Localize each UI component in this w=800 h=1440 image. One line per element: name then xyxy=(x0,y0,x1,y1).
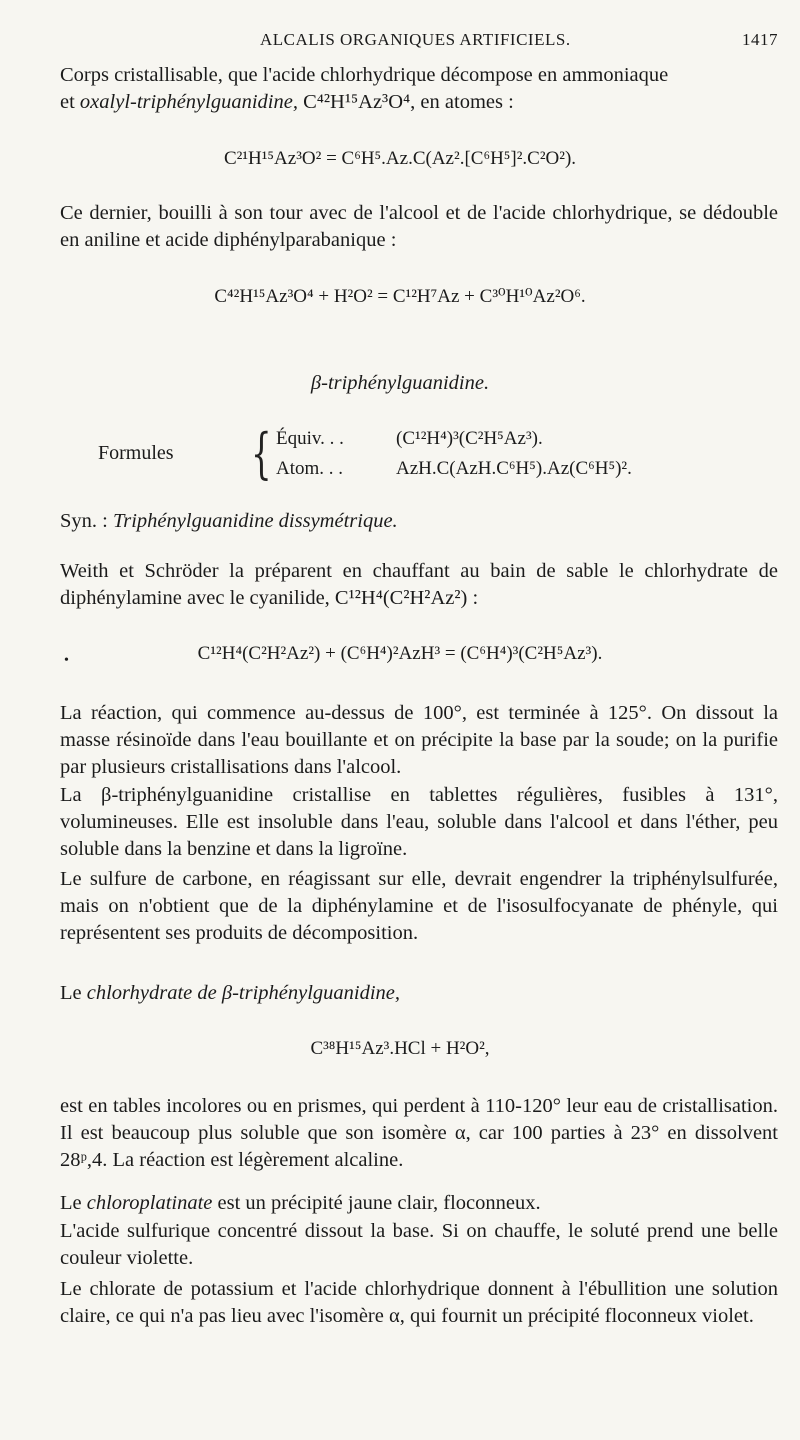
formulas-block xyxy=(98,424,738,494)
paragraph-5: La β-triphénylguanidine cristallise en tablettes régulières, fusibles à 131°, volumineuses. Elle est insoluble dans l'eau, soluble dans l'alcool et dans l'éther, peu soluble dans la benzine et dans la ligroïne. xyxy=(60,784,778,860)
page-number: 1417 xyxy=(742,30,778,49)
formula-3: C¹²H⁴(C²H²Az²) + (C⁶H⁴)²AzH³ = (C⁶H⁴)³(C²H⁵Az³). xyxy=(197,643,603,664)
synonym-line: Syn. : Triphénylguanidine dissymétrique. xyxy=(60,510,398,532)
paragraph-1-line-1: Corps cristallisable, que l'acide chlorhydrique décompose en ammoniaque xyxy=(60,64,669,86)
formula-4: C³⁸H¹⁵Az³.HCl + H²O², xyxy=(310,1038,490,1059)
paragraph-3: Weith et Schröder la préparent en chauffant au bain de sable le chlorhydrate de diphénylamine avec le cyanilide, C¹²H⁴(C²H²Az²) : xyxy=(60,560,778,609)
paragraph-1-line-2: et oxalyl-triphénylguanidine, C⁴²H¹⁵Az³O⁴, en atomes : xyxy=(60,91,514,113)
paragraph-2: Ce dernier, bouilli à son tour avec de l'alcool et de l'acide chlorhydrique, se dédouble en aniline et acide diphénylparabanique : xyxy=(60,202,778,251)
formula-2: C⁴²H¹⁵Az³O⁴ + H²O² = C¹²H⁷Az + C³⁰H¹⁰Az²O⁶. xyxy=(214,286,586,307)
formula-1: C²¹H¹⁵Az³O² = C⁶H⁵.Az.C(Az².[C⁶H⁵]².C²O²). xyxy=(223,148,577,169)
paragraph-11: Le chlorate de potassium et l'acide chlorhydrique donnent à l'ébullition une solution claire, ce qui n'a pas lieu avec l'isomère α, qui fournit un précipité floconneux violet. xyxy=(60,1278,778,1327)
paragraph-4: La réaction, qui commence au-dessus de 100°, est terminée à 125°. On dissout la masse résinoïde dans l'eau bouillante et on précipite la base par la soude; on la purifie par plusieurs cristallisations dans l'alcool. xyxy=(60,702,778,778)
brace-glyph: { xyxy=(251,422,272,485)
section-title: β-triphénylguanidine. xyxy=(310,372,490,394)
formula-atom-row: Atom. . . AzH.C(AzH.C⁶H⁵).Az(C⁶H⁵)². xyxy=(276,458,632,479)
formula-equiv-row: Équiv. . . (C¹²H⁴)³(C²H⁵Az³). xyxy=(276,428,543,449)
running-title: ALCALIS ORGANIQUES ARTIFICIELS. xyxy=(260,30,571,49)
formula-0: C⁴²H¹⁵Az³O⁴, xyxy=(303,91,416,113)
page-header xyxy=(60,30,778,54)
paragraph-8: est en tables incolores ou en prismes, qui perdent à 110-120° leur eau de cristallisation. Il est beaucoup plus soluble que son isomère α, car 100 parties à 23° en dissolvent 28ᵖ,4. La réaction est légèrement alcaline. xyxy=(60,1095,778,1171)
paragraph-10: L'acide sulfurique concentré dissout la base. Si on chauffe, le soluté prend une belle couleur violette. xyxy=(60,1220,778,1269)
paragraph-6: Le sulfure de carbone, en réagissant sur elle, devrait engendrer la triphénylsulfurée, mais on n'obtient que de la diphénylamine et de l'isosulfocyanate de phényle, qui représentent ses produits de décomposition. xyxy=(60,868,778,944)
formulas-label: Formules xyxy=(98,442,174,464)
paragraph-1 xyxy=(60,62,778,116)
paragraph-9: Le chloroplatinate est un précipité jaune clair, floconneux. xyxy=(60,1192,541,1214)
paragraph-7: Le chlorhydrate de β-triphénylguanidine, xyxy=(60,982,401,1004)
stray-dot: • xyxy=(64,653,69,668)
